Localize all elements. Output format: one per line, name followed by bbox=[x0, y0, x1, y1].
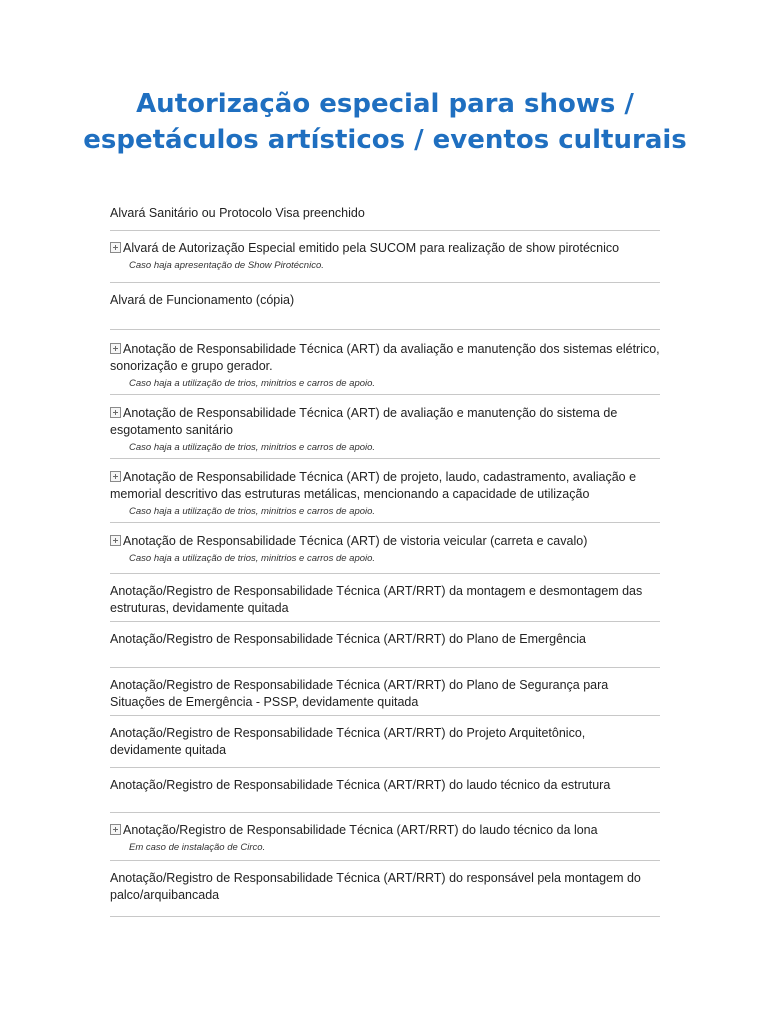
requirement-text: Anotação/Registro de Responsabilidade Técnica (ART/RRT) do laudo técnico da estrutura bbox=[110, 778, 611, 792]
requirement-text: Anotação/Registro de Responsabilidade Técnica (ART/RRT) do Projeto Arquitetônico, devidamente quitada bbox=[110, 726, 586, 757]
requirement-text: Anotação/Registro de Responsabilidade Técnica (ART/RRT) do responsável pela montagem do palco/arquibancada bbox=[110, 871, 641, 902]
requirement-note: Caso haja a utilização de trios, minitrios e carros de apoio. bbox=[129, 553, 376, 564]
requirement-item bbox=[110, 628, 660, 668]
requirement-text: Anotação de Responsabilidade Técnica (ART) de avaliação e manutenção do sistema de esgotamento sanitário bbox=[110, 406, 618, 437]
expand-plus-icon[interactable] bbox=[110, 535, 121, 546]
requirement-note: Caso haja a utilização de trios, minitrios e carros de apoio. bbox=[129, 442, 376, 453]
requirement-text: Anotação/Registro de Responsabilidade Técnica (ART/RRT) da montagem e desmontagem das estruturas, devidamente quitada bbox=[110, 584, 643, 615]
requirement-item bbox=[110, 774, 660, 813]
requirement-text: Alvará Sanitário ou Protocolo Visa preenchido bbox=[110, 206, 365, 220]
requirement-text: Alvará de Funcionamento (cópia) bbox=[110, 293, 295, 307]
requirement-item bbox=[110, 289, 660, 330]
requirement-item bbox=[110, 867, 660, 917]
requirement-item[interactable] bbox=[110, 819, 660, 861]
requirement-item bbox=[110, 674, 660, 716]
requirement-item[interactable] bbox=[110, 401, 660, 459]
expand-plus-icon[interactable] bbox=[110, 824, 121, 835]
requirement-text: Alvará de Autorização Especial emitido pela SUCOM para realização de show pirotécnico bbox=[123, 241, 620, 255]
requirement-text: Anotação/Registro de Responsabilidade Técnica (ART/RRT) do Plano de Segurança para Situações de Emergência - PSSP, devidamente quitada bbox=[110, 678, 609, 709]
requirement-item[interactable] bbox=[110, 465, 660, 523]
requirement-text: Anotação/Registro de Responsabilidade Técnica (ART/RRT) do Plano de Emergência bbox=[110, 632, 586, 646]
requirement-item bbox=[110, 580, 660, 622]
requirement-text: Anotação de Responsabilidade Técnica (ART) de projeto, laudo, cadastramento, avaliação e memorial descritivo das estruturas metálicas, mencionando a capacidade de utilização bbox=[110, 470, 637, 501]
expand-plus-icon[interactable] bbox=[110, 242, 121, 253]
requirement-item[interactable] bbox=[110, 336, 660, 395]
requirement-note: Em caso de instalação de Circo. bbox=[129, 842, 266, 853]
requirements-list bbox=[110, 199, 660, 917]
page-title-line-1: Autorização especial para shows / bbox=[136, 89, 634, 119]
requirement-item[interactable] bbox=[110, 237, 660, 283]
requirement-note: Caso haja a utilização de trios, minitrios e carros de apoio. bbox=[129, 378, 376, 389]
expand-plus-icon[interactable] bbox=[110, 471, 121, 482]
expand-plus-icon[interactable] bbox=[110, 407, 121, 418]
page-title-line-2: espetáculos artísticos / eventos culturais bbox=[83, 125, 687, 155]
requirement-text: Anotação de Responsabilidade Técnica (ART) de vistoria veicular (carreta e cavalo) bbox=[123, 534, 588, 548]
requirement-text: Anotação de Responsabilidade Técnica (ART) da avaliação e manutenção dos sistemas elétrico, sonorização e grupo gerador. bbox=[110, 342, 660, 373]
requirement-item bbox=[110, 722, 660, 768]
requirement-item[interactable] bbox=[110, 529, 660, 574]
requirement-text: Anotação/Registro de Responsabilidade Técnica (ART/RRT) do laudo técnico da lona bbox=[123, 823, 598, 837]
page-title bbox=[0, 86, 770, 158]
requirement-note: Caso haja apresentação de Show Pirotécnico. bbox=[129, 260, 324, 271]
expand-plus-icon[interactable] bbox=[110, 343, 121, 354]
requirement-item bbox=[110, 199, 660, 231]
requirement-note: Caso haja a utilização de trios, minitrios e carros de apoio. bbox=[129, 506, 376, 517]
